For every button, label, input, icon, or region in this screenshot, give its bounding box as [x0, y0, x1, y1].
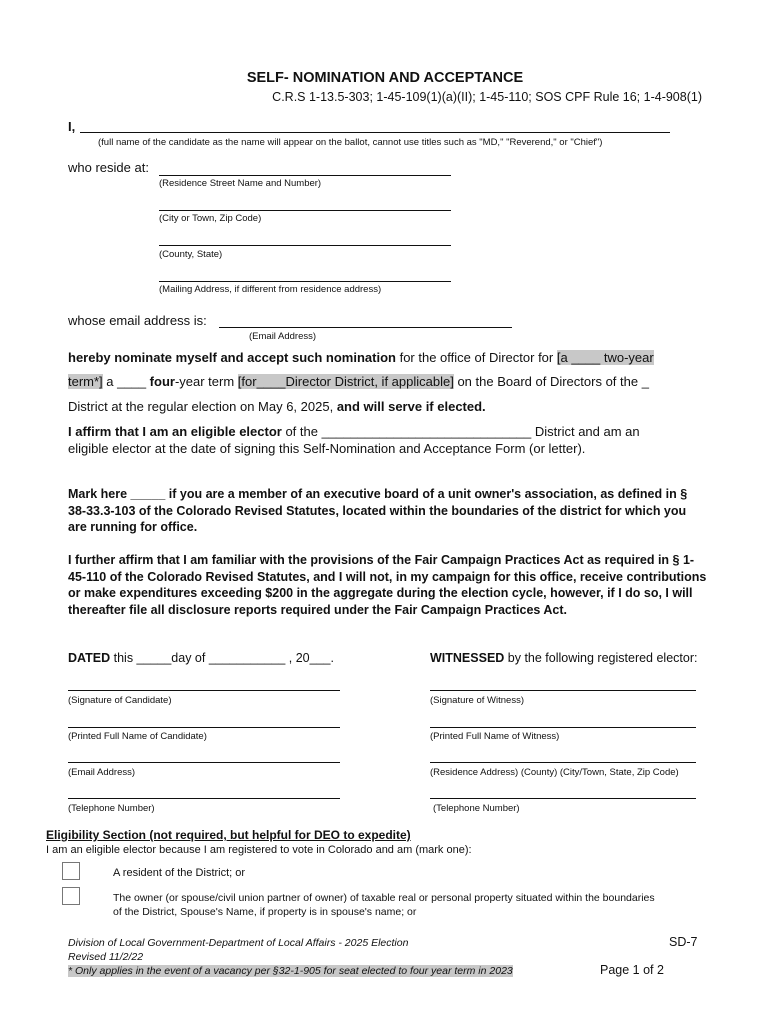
witness-telephone-label: (Telephone Number): [433, 803, 520, 814]
county-state-hint: (County, State): [159, 249, 223, 260]
witnessed-line: [430, 651, 697, 665]
resident-option-label: A resident of the District; or: [113, 867, 246, 879]
form-title: SELF- NOMINATION AND ACCEPTANCE: [246, 70, 524, 86]
resident-checkbox[interactable]: [62, 862, 80, 880]
eligibility-heading: Eligibility Section (not required, but helpful for DEO to expedite): [46, 828, 411, 842]
candidate-email-sig-label: (Email Address): [68, 767, 136, 778]
city-zip-hint: (City or Town, Zip Code): [159, 213, 262, 224]
candidate-telephone-field[interactable]: [68, 798, 340, 799]
two-year-option-cont: term*]: [68, 374, 103, 389]
board-of-directors-text: on the Board of Directors of the _: [453, 374, 649, 389]
eligibility-intro: I am an eligible elector because I am registered to vote in Colorado and am (mark one):: [46, 844, 472, 856]
candidate-signature-field[interactable]: [68, 690, 340, 691]
nomination-line-1: [68, 350, 654, 365]
residence-street-field[interactable]: [159, 175, 451, 176]
candidate-telephone-label: (Telephone Number): [68, 803, 155, 814]
nomination-line-2: [68, 374, 649, 389]
form-id: SD-7: [669, 935, 698, 949]
candidate-name-field[interactable]: [80, 132, 670, 133]
affirm-line-2: eligible elector at the date of signing this Self-Nomination and Acceptance Form (or letter).: [68, 441, 586, 456]
witnessed-text: by the following registered elector:: [504, 651, 698, 665]
email-hint: (Email Address): [249, 331, 317, 342]
dated-line: [68, 651, 334, 665]
mark-here-paragraph: Mark here _____ if you are a member of an executive board of a unit owner's association, as defined in § 38-33.3-103 of the Colorado Revised Statutes, located within the boundaries of the district for which you are running for office.: [68, 487, 688, 534]
candidate-email-sig-field[interactable]: [68, 762, 340, 763]
nomination-office-text: for the office of Director for: [395, 350, 557, 365]
footer-revised: Revised 11/2/22: [68, 951, 144, 963]
witness-residence-label: (Residence Address) (County) (City/Town, State, Zip Code): [430, 767, 679, 778]
nomination-line-3: [68, 399, 486, 414]
candidate-name-hint: (full name of the candidate as the name will appear on the ballot, cannot use titles such as "MD," "Reverend," or "Chief"): [98, 137, 603, 148]
four-year-blank[interactable]: a ____: [102, 374, 150, 389]
witness-signature-field[interactable]: [430, 690, 696, 691]
witness-printed-name-label: (Printed Full Name of Witness): [430, 731, 560, 742]
dated-blanks[interactable]: this _____day of ___________ , 20___.: [110, 651, 334, 665]
property-owner-checkbox[interactable]: [62, 887, 80, 905]
statute-reference: C.R.S 1-13.5-303; 1-45-109(1)(a)(II); 1-45-110; SOS CPF Rule 16; 1-4-908(1): [272, 90, 702, 104]
county-state-field[interactable]: [159, 245, 451, 246]
property-owner-label-1: The owner (or spouse/civil union partner of owner) of taxable real or personal property situated within the boundaries: [113, 892, 655, 904]
dated-label: DATED: [68, 651, 111, 665]
four-year-text: -year term: [174, 374, 238, 389]
witness-printed-name-field[interactable]: [430, 727, 696, 728]
reside-label: who reside at:: [68, 160, 149, 175]
witness-signature-label: (Signature of Witness): [430, 695, 524, 706]
director-district-option[interactable]: [for____Director District, if applicable]: [237, 374, 454, 389]
email-label: whose email address is:: [68, 313, 207, 328]
city-zip-field[interactable]: [159, 210, 451, 211]
nomination-bold: hereby nominate myself and accept such nomination: [68, 350, 396, 365]
witness-telephone-field[interactable]: [430, 798, 696, 799]
fair-campaign-paragraph: I further affirm that I am familiar with the provisions of the Fair Campaign Practices Act as required in § 1- 45-110 of the Colorado Revised Statutes, and I will not, in my campaign for this office, receive contributions or make expenditures exceeding $200 in the aggregate during the election cycle, however, if I do so, I will thereafter file all disclosure reports required under the Fair Campaign Practices Act.: [68, 553, 707, 617]
four-year-bold: four: [149, 374, 175, 389]
residence-street-hint: (Residence Street Name and Number): [159, 178, 322, 189]
footer-vacancy-note: * Only applies in the event of a vacancy per §32-1-905 for seat elected to four year term in 2023: [68, 965, 513, 977]
page-number: Page 1 of 2: [600, 963, 664, 977]
candidate-email-field[interactable]: [219, 327, 512, 328]
affirm-line-1: [68, 424, 640, 439]
property-owner-label-2: of the District, Spouse's Name, if property is in spouse's name; or: [113, 906, 417, 918]
candidate-printed-name-field[interactable]: [68, 727, 340, 728]
candidate-printed-name-label: (Printed Full Name of Candidate): [68, 731, 207, 742]
affirm-bold: I affirm that I am an eligible elector: [68, 424, 282, 439]
two-year-option[interactable]: [a ____ two-year: [556, 350, 654, 365]
election-text: District at the regular election on May 6, 2025,: [68, 399, 334, 414]
i-label: I,: [68, 119, 76, 134]
mailing-address-field[interactable]: [159, 281, 451, 282]
witness-residence-field[interactable]: [430, 762, 696, 763]
candidate-signature-label: (Signature of Candidate): [68, 695, 172, 706]
witnessed-label: WITNESSED: [430, 651, 505, 665]
will-serve-text: and will serve if elected.: [333, 399, 486, 414]
mailing-address-hint: (Mailing Address, if different from residence address): [159, 284, 382, 295]
affirm-district-text: of the _____________________________ District and am an: [281, 424, 640, 439]
footer-department: Division of Local Government-Department of Local Affairs - 2025 Election: [68, 937, 409, 949]
